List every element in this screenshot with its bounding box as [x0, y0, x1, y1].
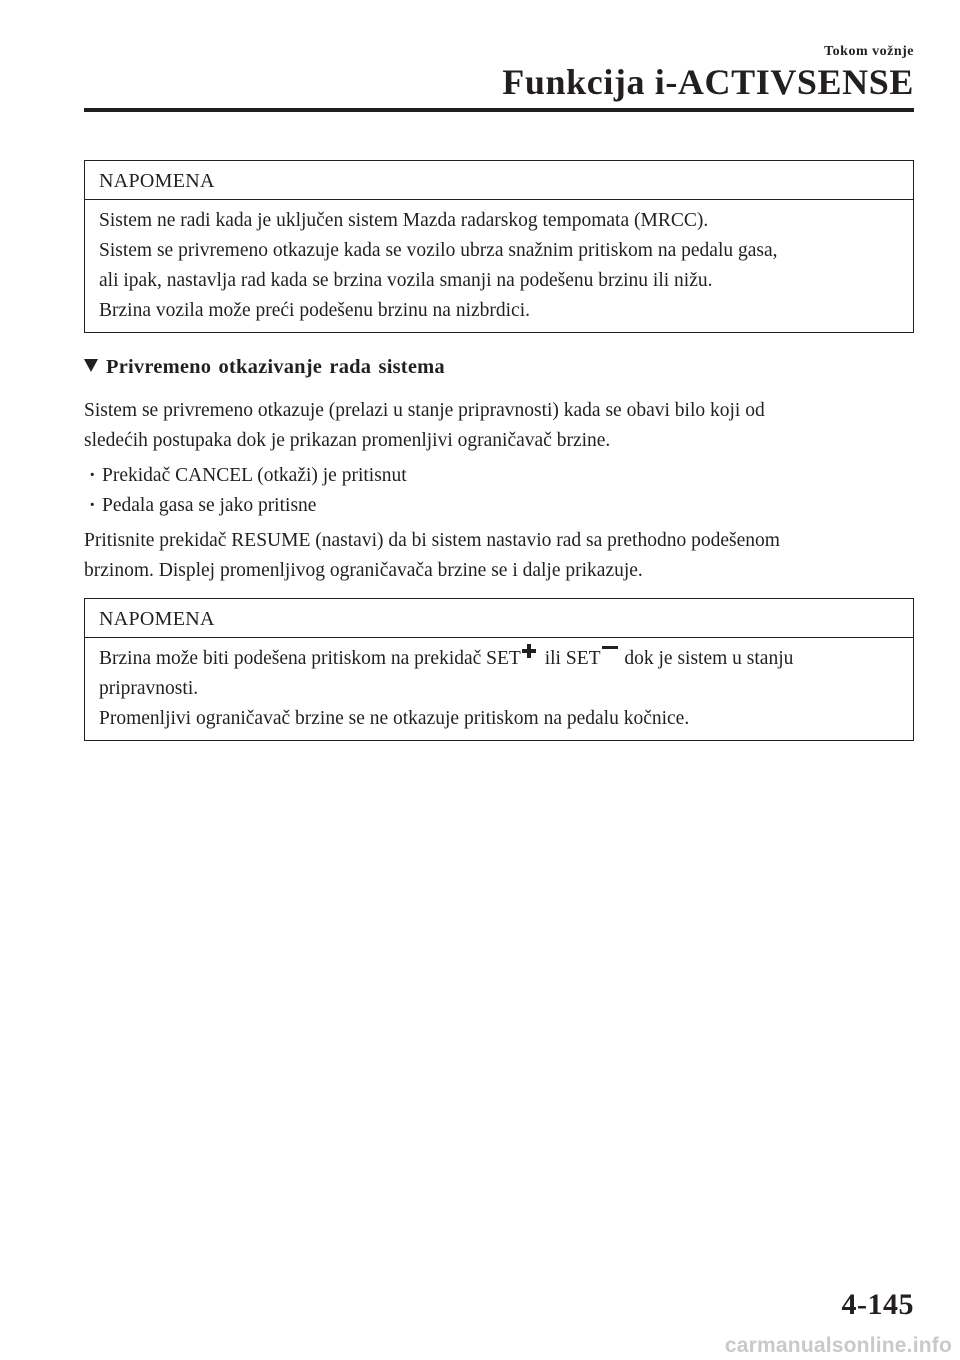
- header-rule: [84, 108, 914, 112]
- paragraph: [84, 526, 914, 586]
- paragraph-line: sledećih postupaka dok je prikazan promenljivi ograničavač brzine.: [84, 430, 611, 451]
- note-heading: NAPOMENA: [85, 161, 913, 200]
- page-number: 4-145: [841, 1288, 914, 1321]
- note-body: [85, 638, 913, 740]
- paragraph: [84, 396, 914, 456]
- section-heading-text: Privremeno otkazivanje rada sistema: [106, 356, 445, 378]
- note-line: pripravnosti.: [99, 678, 199, 699]
- running-header-section: Tokom vožnje: [824, 44, 914, 59]
- paragraph-line: Sistem se privremeno otkazuje (prelazi u stanje pripravnosti) kada se obavi bilo koji od: [84, 400, 765, 421]
- note-body: [85, 200, 913, 332]
- paragraph-line: brzinom. Displej promenljivog ograničavača brzine se i dalje prikazuje.: [84, 560, 643, 581]
- note-text: dok je sistem u stanju: [619, 648, 794, 669]
- note-line: Sistem ne radi kada je uključen sistem Mazda radarskog tempomata (MRCC).: [99, 210, 709, 231]
- section-heading: [84, 352, 445, 382]
- note-line: Sistem se privremeno otkazuje kada se vozilo ubrza snažnim pritiskom na pedalu gasa,: [99, 240, 778, 261]
- note-box-2: [84, 598, 914, 741]
- page-title: Funkcija i-ACTIVSENSE: [502, 62, 914, 102]
- note-line: ali ipak, nastavlja rad kada se brzina vozila smanji na podešenu brzinu ili nižu.: [99, 270, 713, 291]
- list-item: · Pedala gasa se jako pritisne: [84, 491, 407, 521]
- note-text: Brzina može biti podešena pritiskom na prekidač SET: [99, 648, 521, 669]
- minus-icon: [602, 644, 616, 658]
- note-line: Brzina vozila može preći podešenu brzinu na nizbrdici.: [99, 300, 530, 321]
- bullet-list: [84, 461, 407, 521]
- list-item: · Prekidač CANCEL (otkaži) je pritisnut: [84, 461, 407, 491]
- plus-icon: [522, 644, 536, 658]
- note-text: ili SET: [539, 648, 601, 669]
- paragraph-line: Pritisnite prekidač RESUME (nastavi) da bi sistem nastavio rad sa prethodno podešenom: [84, 530, 780, 551]
- watermark: carmanualsonline.info: [724, 1334, 952, 1357]
- note-box-1: [84, 160, 914, 333]
- triangle-down-icon: [84, 359, 98, 372]
- note-line: [99, 644, 899, 674]
- note-heading: NAPOMENA: [85, 599, 913, 638]
- note-line: Promenljivi ograničavač brzine se ne otkazuje pritiskom na pedalu kočnice.: [99, 708, 690, 729]
